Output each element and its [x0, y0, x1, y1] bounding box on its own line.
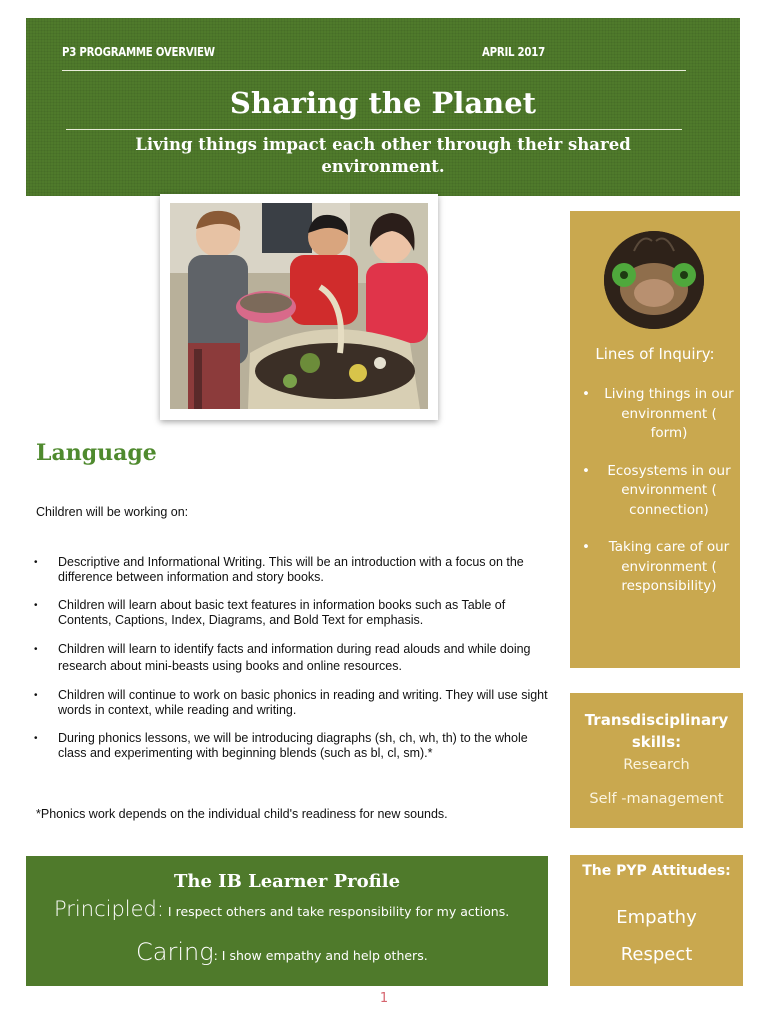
list-item: • Descriptive and Informational Writing. This will be an introduction with a focus on the difference between information and story books.: [34, 555, 559, 585]
profile-description: I respect others and take responsibility for my actions.: [163, 904, 510, 919]
lines-of-inquiry-panel: [570, 211, 740, 668]
language-bullet-list: [34, 555, 559, 761]
attitude-item: Respect: [620, 944, 693, 965]
profile-term: Caring: [136, 938, 214, 966]
learner-profile-panel: [26, 856, 548, 986]
classroom-photo: [160, 194, 438, 420]
date-label: APRIL 2017: [482, 45, 545, 59]
attitude-item: Empathy: [616, 907, 697, 928]
programme-label: P3 PROGRAMME OVERVIEW: [62, 45, 215, 59]
attitudes-heading: The PYP Attitudes:: [582, 863, 731, 879]
skills-heading: Transdisciplinary skills:: [584, 711, 729, 751]
phonics-note: *Phonics work depends on the individual child's readiness for new sounds.: [36, 807, 448, 821]
profile-item-principled: [54, 897, 509, 921]
learner-profile-heading: The IB Learner Profile: [173, 871, 401, 892]
profile-description: : I show empathy and help others.: [213, 948, 428, 963]
attitudes-panel: [570, 855, 743, 986]
list-item: • Children will learn about basic text features in information books such as Table of Contents, Captions, Index, Diagrams, and Bold Text for emphasis.: [34, 598, 559, 628]
list-item: • Taking care of our environment ( responsibility): [578, 538, 734, 597]
children-photo-image: [170, 203, 428, 409]
inquiry-heading: Lines of Inquiry:: [595, 345, 715, 363]
profile-term: Principled:: [54, 897, 164, 921]
list-item: • Children will learn to identify facts and information during read alouds and while doing research about mini-beasts using books and online resources.: [34, 641, 559, 675]
list-item: • During phonics lessons, we will be introducing diagraphs (sh, ch, wh, th) to the whole class and experimenting with beginning blends (such as bl, cl, sm).*: [34, 731, 559, 761]
skills-panel: [570, 693, 743, 828]
skill-item: Self -management: [589, 791, 724, 807]
skill-item: Research: [623, 757, 690, 773]
page-title: Sharing the Planet: [229, 86, 537, 120]
page-number: 1: [379, 991, 389, 1006]
language-intro: Children will be working on:: [36, 505, 189, 519]
list-item: • Children will continue to work on basic phonics in reading and writing. They will use sight words in context, while reading and writing.: [34, 688, 559, 718]
header-divider-bottom: [66, 129, 682, 130]
page-subtitle: Living things impact each other through their shared environment.: [135, 135, 631, 176]
language-heading: Language: [36, 440, 157, 466]
inquiry-list: [578, 385, 734, 615]
header-divider-top: [62, 70, 686, 71]
list-item: • Ecosystems in our environment ( connection): [578, 462, 734, 521]
header-banner: [26, 18, 740, 196]
profile-item-caring: [136, 938, 428, 966]
insect-photo: [604, 231, 704, 329]
list-item: • Living things in our environment ( form): [578, 385, 734, 444]
